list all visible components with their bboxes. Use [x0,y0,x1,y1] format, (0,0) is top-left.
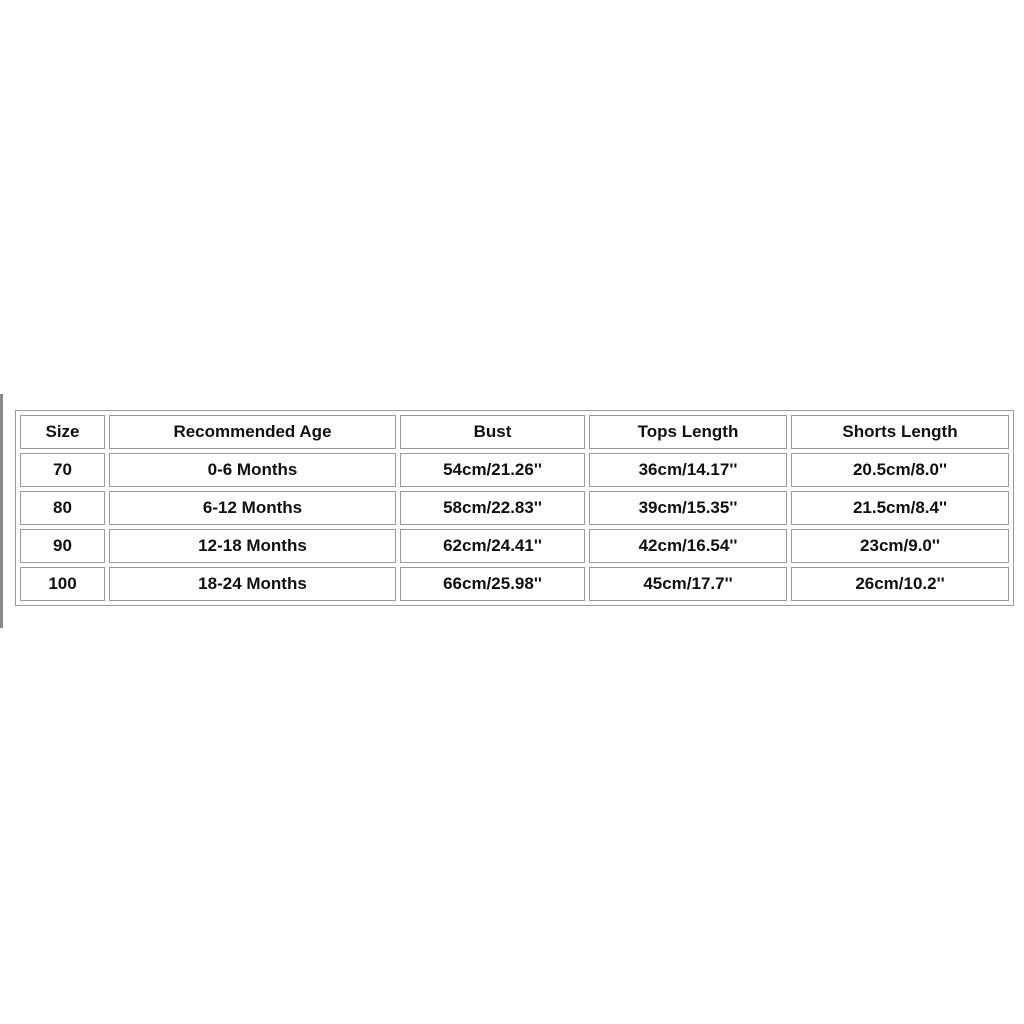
header-cell-tops-length: Tops Length [589,415,787,449]
cell-size: 90 [20,529,105,563]
header-cell-recommended-age: Recommended Age [109,415,396,449]
left-edge-rule [0,394,3,628]
cell-tops-length: 42cm/16.54'' [589,529,787,563]
cell-size: 70 [20,453,105,487]
header-cell-size: Size [20,415,105,449]
cell-shorts-length: 20.5cm/8.0'' [791,453,1009,487]
header-cell-bust: Bust [400,415,585,449]
table-header-row [20,415,1009,449]
cell-shorts-length: 26cm/10.2'' [791,567,1009,601]
cell-size: 80 [20,491,105,525]
cell-tops-length: 36cm/14.17'' [589,453,787,487]
cell-recommended-age: 12-18 Months [109,529,396,563]
cell-bust: 66cm/25.98'' [400,567,585,601]
cell-bust: 54cm/21.26'' [400,453,585,487]
cell-bust: 58cm/22.83'' [400,491,585,525]
cell-size: 100 [20,567,105,601]
table-row [20,453,1009,487]
table-row [20,529,1009,563]
cell-shorts-length: 23cm/9.0'' [791,529,1009,563]
cell-tops-length: 39cm/15.35'' [589,491,787,525]
cell-recommended-age: 6-12 Months [109,491,396,525]
table-row [20,567,1009,601]
table-row [20,491,1009,525]
cell-bust: 62cm/24.41'' [400,529,585,563]
cell-recommended-age: 0-6 Months [109,453,396,487]
cell-shorts-length: 21.5cm/8.4'' [791,491,1009,525]
header-cell-shorts-length: Shorts Length [791,415,1009,449]
cell-tops-length: 45cm/17.7'' [589,567,787,601]
size-chart-table [15,410,1014,606]
cell-recommended-age: 18-24 Months [109,567,396,601]
